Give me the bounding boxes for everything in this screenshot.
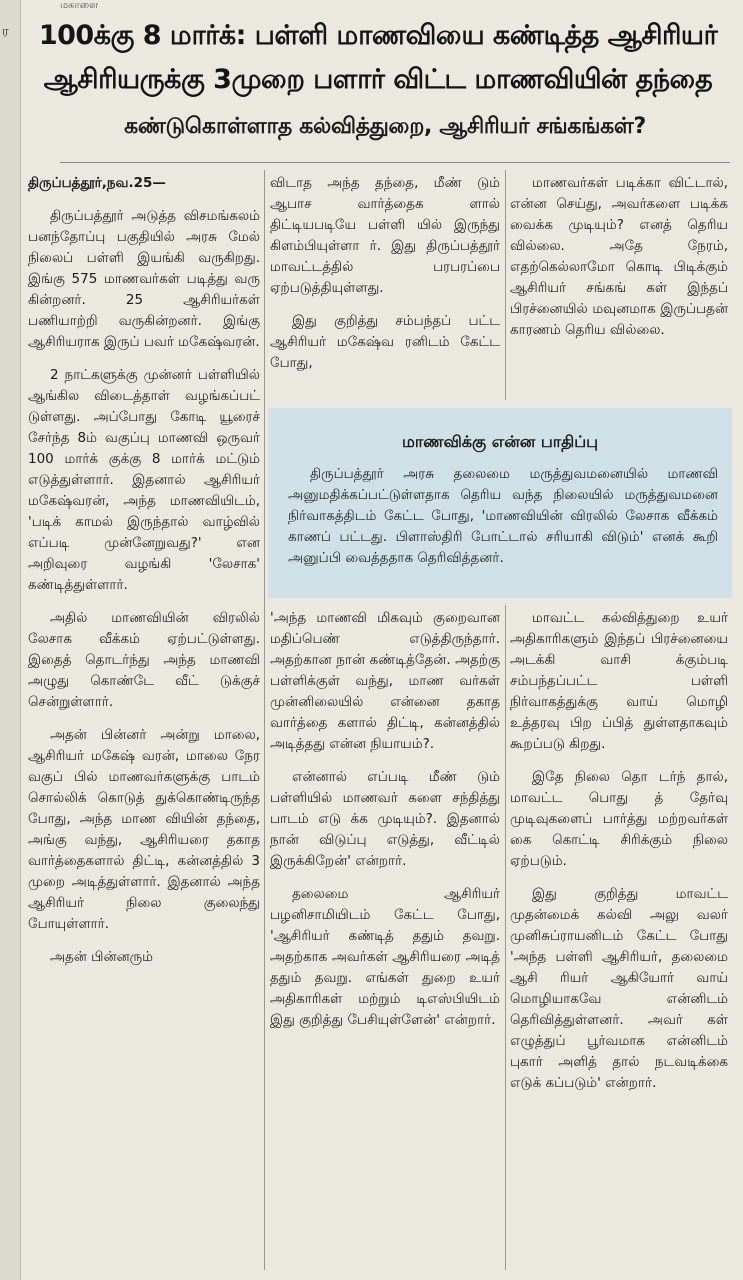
sidebar-text: திருப்பத்தூர் அரசு தலைமை மருத்துவமனையில் மாணவி அனுமதிக்கப்பட்டுள்ளதாக தெரிய வந்த நிலையில் மருத்துவமனை நிர்வாகத்திடம் கேட்ட போது, 'மாணவியின் விரலில் லேசாக வீக்கம் காணப் பட்டது. பிளாஸ்திரி போட்டால் சரியாகி விடும்' எனக் கூறி அனுப்பி வைத்ததாக தெரிவித்தனர். <box>288 466 718 566</box>
subheadline: கண்டுகொள்ளாத கல்வித்துறை, ஆசிரியர் சங்கங்கள்? <box>124 114 646 139</box>
headline-line-2: ஆசிரியருக்கு 3முறை பளார் விட்ட மாணவியின் தந்தை <box>43 64 713 95</box>
article-column-2-lower <box>270 608 500 1043</box>
dateline: திருப்பத்தூர்,நவ.25— <box>28 175 166 191</box>
paragraph: திருப்பத்தூர் அடுத்த விசமங்கலம் பனந்தோப்பு பகுதியில் அரசு மேல் நிலைப் பள்ளி இயங்கி வருகிறது. இங்கு 575 மாணவர்கள் படித்து வரு கின்றனர். 25 ஆசிரியர்கள் பணியாற்றி வருகின்றனர். இங்கு ஆசிரியராக இருப் பவர் மகேஷ்வரன். <box>28 208 260 350</box>
paragraph: இது குறித்து மாவட்ட முதன்மைக் கல்வி அலு வலர் முனிசுப்ராயனிடம் கேட்ட போது 'அந்த பள்ளி ஆசிரியர், தலைமை ஆசி ரியர் ஆகியோர் வாய் மொழியாகவே என்னிடம் தெரிவித்துள்ளனர். அவர் கள் எழுத்துப் பூர்வமாக என்னிடம் புகார் அளித் தால் நடவடிக்கை எடுக் கப்படும்' என்றார். <box>510 886 728 1091</box>
cropped-top-text: மகாளை <box>60 0 99 11</box>
headline-line-1: 100க்கு 8 மார்க்: பள்ளி மாணவியை கண்டித்த ஆசிரியர் <box>38 20 718 51</box>
divider <box>60 162 730 163</box>
paragraph: என்னால் எப்படி மீண் டும் பள்ளியில் மாணவர் களை சந்தித்து பாடம் எடு க்க முடியும்?. இதனால் நான் விடுப்பு எடுத்து, வீட்டில் இருக்கிறேன்' என்றார். <box>270 769 500 869</box>
paragraph: விடாத அந்த தந்தை, மீண் டும் ஆபாச வார்த்தைக ளால் திட்டியபடியே பள்ளி யில் இருந்து கிளம்பியுள்ளா ர். இது திருப்பத்தூர் மாவட்டத்தில் பரபரப்பை ஏற்படுத்தியுள்ளது. <box>270 175 500 296</box>
headline <box>28 14 728 102</box>
paragraph: அதன் பின்னர் அன்று மாலை, ஆசிரியர் மகேஷ் வரன், மாலை நேர வகுப் பில் மாணவர்களுக்கு பாடம் சொல்லிக் கொடுத் துக்கொண்டிருந்த போது, அந்த மாண வியின் தந்தை, அங்கு வந்து, ஆசிரியரை தகாத வார்த்தைகளால் திட்டி, கன்னத்தில் 3 முறை அடித்துள்ளார். இதனால் அந்த ஆசிரியர் நிலை குலைந்து போயுள்ளார். <box>28 727 260 932</box>
paragraph: அதில் மாணவியின் விரலில் லேசாக வீக்கம் ஏற்பட்டுள்ளது. இதைத் தொடர்ந்து அந்த மாணவி அழுது கொண்டே வீட் டுக்குச் சென்றுள்ளார். <box>28 610 260 710</box>
sidebar-box <box>268 408 732 598</box>
paragraph: 'அந்த மாணவி மிகவும் குறைவான மதிப்பெண் எடுத்திருந்தார். அதற்கான நான் கண்டித்தேன். அதற்கு பள்ளிக்குள் வந்து, மாண வர்கள் முன்னிலையில் என்னை தகாத வார்த்தை களால் திட்டி, கன்னத்தில் அடித்தது என்ன நியாயம்?. <box>270 610 500 752</box>
article-column-1 <box>28 173 260 980</box>
paragraph: அதன் பின்னரும் <box>50 949 154 965</box>
adjacent-page-strip <box>0 0 21 1280</box>
sidebar-title: மாணவிக்கு என்ன பாதிப்பு <box>402 432 598 451</box>
article-column-3 <box>510 173 728 353</box>
column-divider <box>264 170 265 1270</box>
paragraph: 2 நாட்களுக்கு முன்னர் பள்ளியில் ஆங்கில விடைத்தாள் வழங்கப்பட் டுள்ளது. அப்போது கோடி யூரைச் சேர்ந்த 8ம் வகுப்பு மாணவி ஒருவர் 100 மார்க் குக்கு 8 மார்க் மட்டும் எடுத்துள்ளார். இதனால் ஆசிரியர் மகேஷ்வரன், அந்த மாணவியிடம், 'படிக் காமல் இருந்தால் வாழ்வில் எப்படி முன்னேறுவது?' என அறிவுரை வழங்கி 'லேசாக' கண்டித்துள்ளார். <box>28 367 260 593</box>
article-column-2 <box>270 173 500 386</box>
paragraph: இதே நிலை தொ டர்ந் தால், மாவட்ட பொது த் தேர்வு முடிவுகளைப் பார்த்து மற்றவர்கள் கை கொட்டி சிரிக்கும் நிலை ஏற்படும். <box>510 769 728 869</box>
paragraph: தலைமை ஆசிரியர் பழனிசாமியிடம் கேட்ட போது, 'ஆசிரியர் கண்டித் ததும் தவறு. அதற்காக அவர்கள் ஆசிரியரை அடித் ததும் தவறு. எங்கள் துறை உயர் அதிகாரிகள் மற்றும் டிஎஸ்பியிடம் இது குறித்து பேசியுள்ளேன்' என்றார். <box>270 886 500 1028</box>
column-divider <box>505 605 506 1270</box>
article-column-3-lower <box>510 608 728 1106</box>
paragraph: இது குறித்து சம்பந்தப் பட்ட ஆசிரியர் மகேஷ்வ ரனிடம் கேட்ட போது, <box>270 313 500 371</box>
column-divider <box>505 170 506 400</box>
paragraph: மாணவர்கள் படிக்கா விட்டால், என்ன செய்து, அவர்களை படிக்க வைக்க முடியும்? எனத் தெரிய வில்லை. அதே நேரம், எதற்கெல்லாமோ கொடி பிடிக்கும் ஆசிரியர் சங்கங் கள் இந்தப் பிரச்னையில் மவுனமாக இருப்பதன் காரணம் தெரிய வில்லை. <box>510 175 728 338</box>
paragraph: மாவட்ட கல்வித்துறை உயர் அதிகாரிகளும் இந்தப் பிரச்னையை அடக்கி வாசி க்கும்படி சம்பந்தப்பட்ட பள்ளி நிர்வாகத்துக்கு வாய் மொழி உத்தரவு பிற ப்பித் துள்ளதாகவும் கூறப்படு கிறது. <box>510 610 728 752</box>
margin-text: ர <box>2 24 9 39</box>
